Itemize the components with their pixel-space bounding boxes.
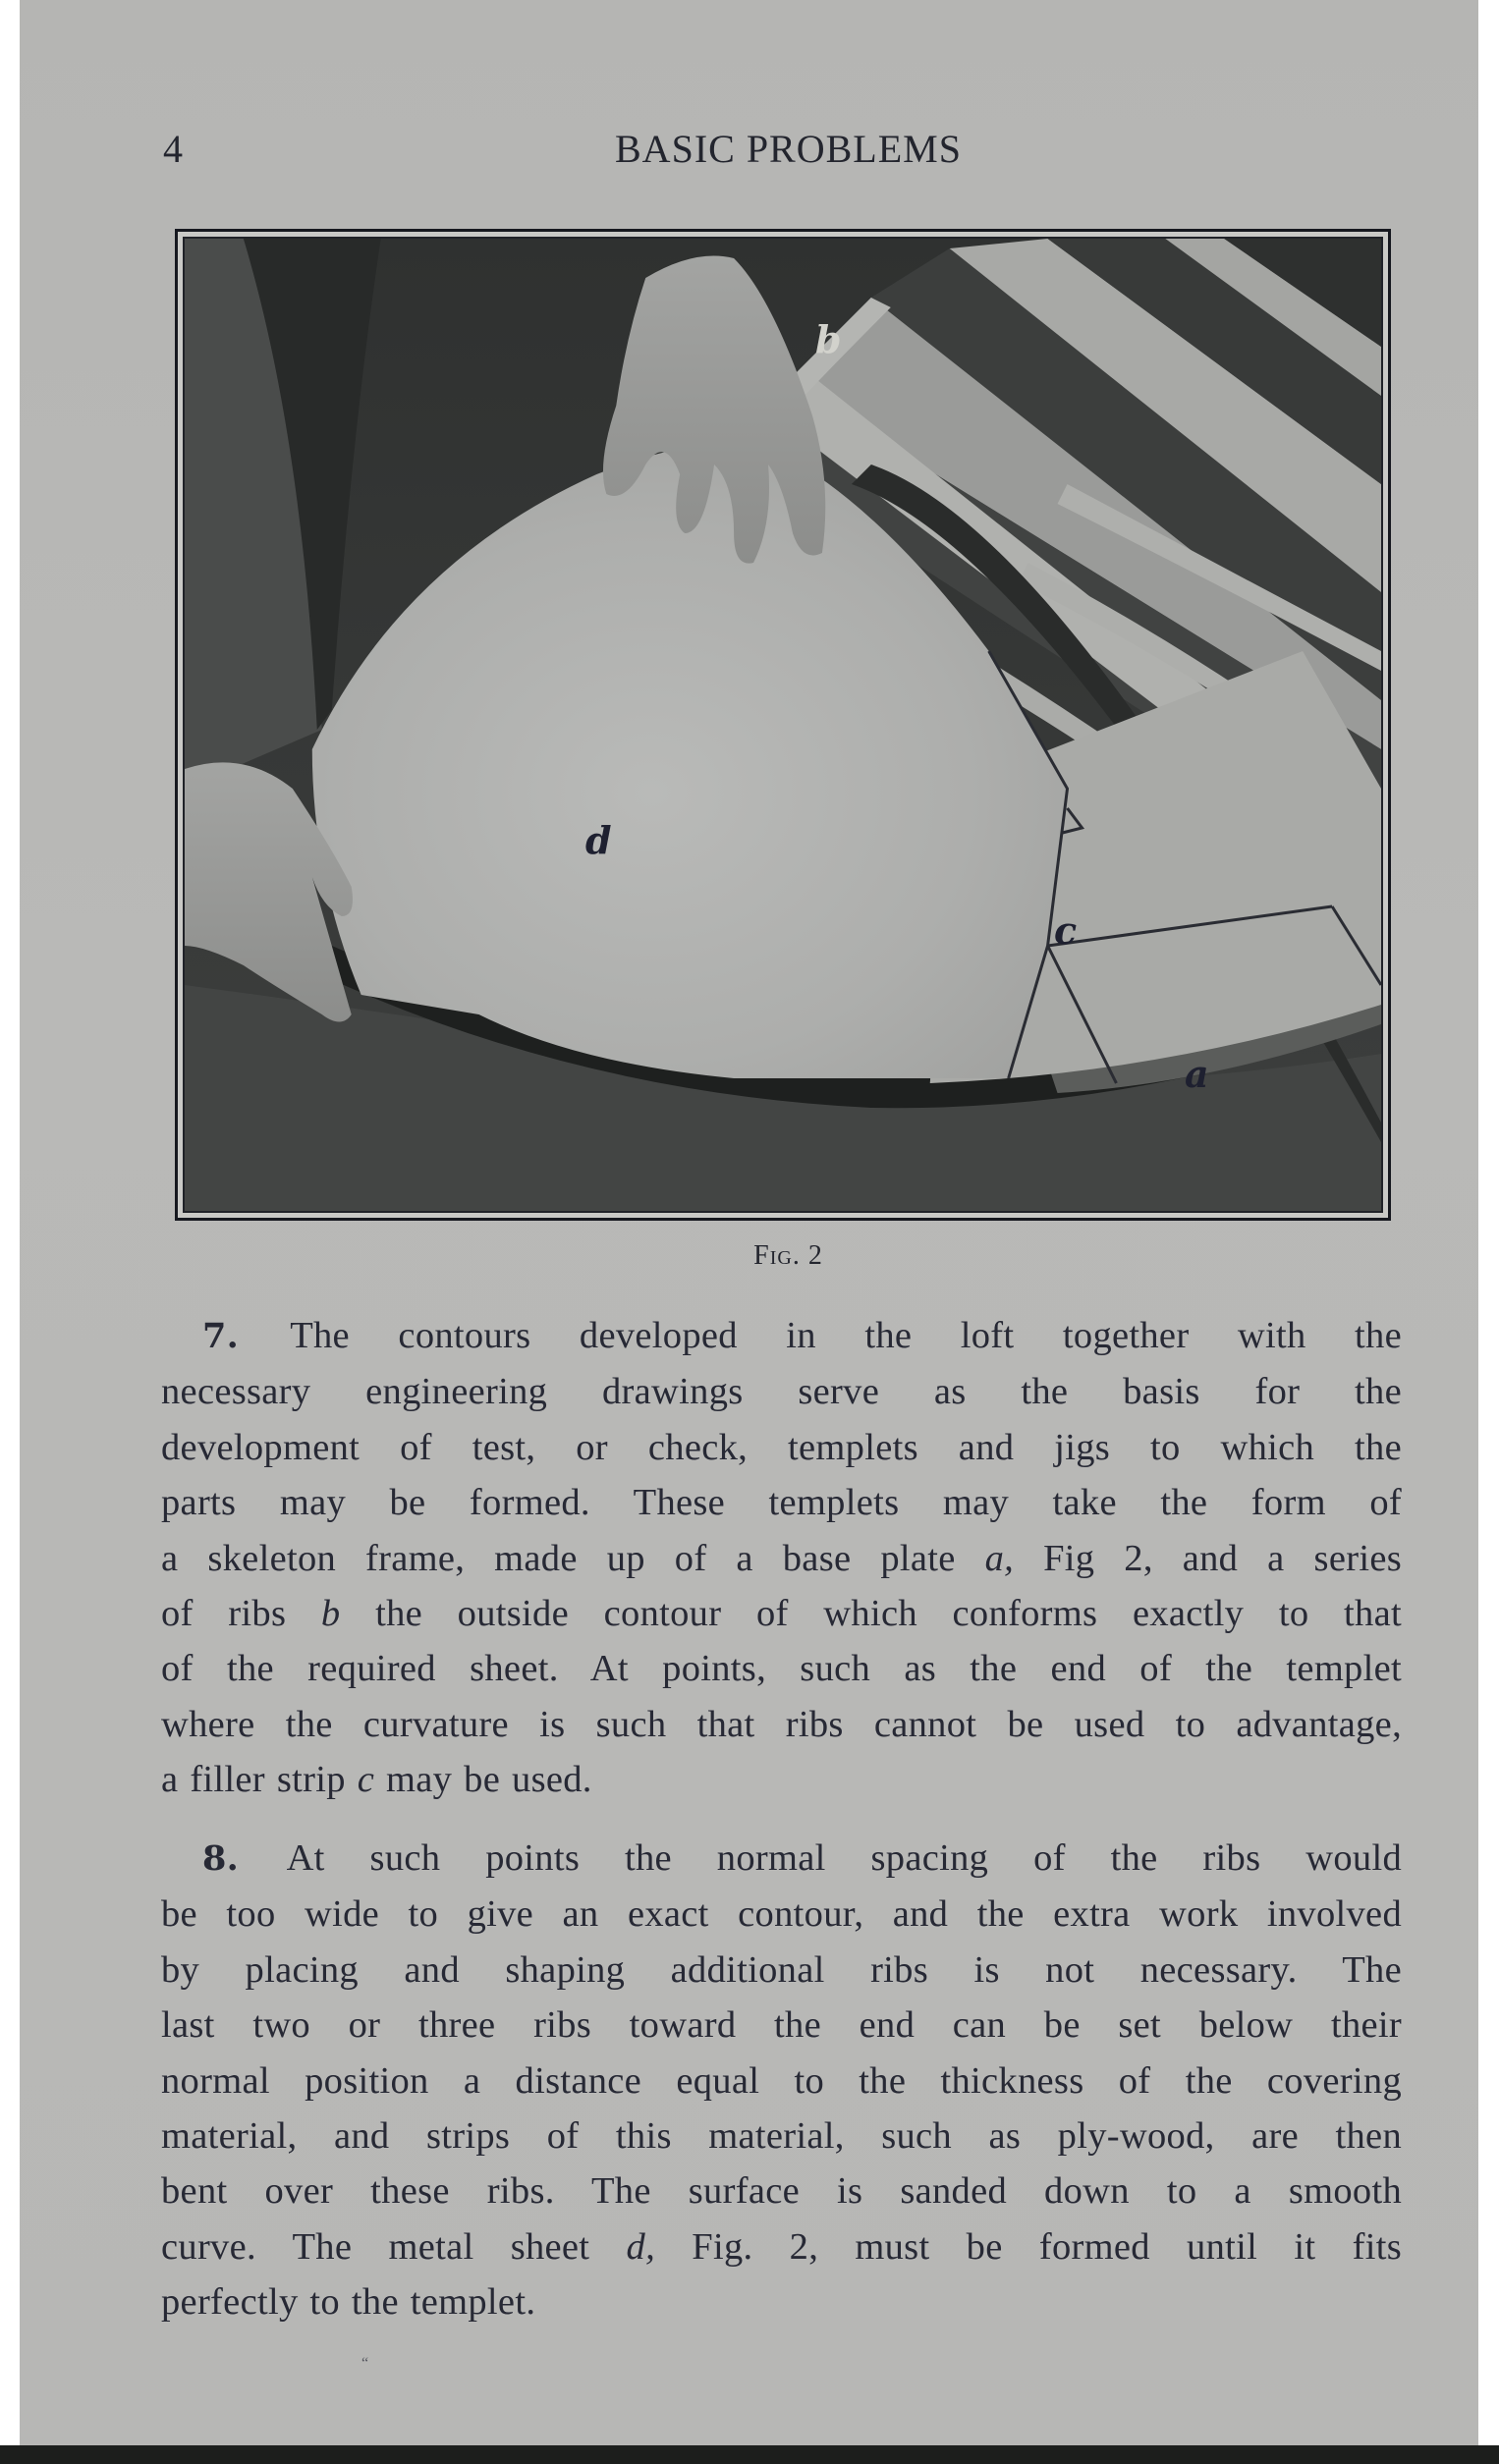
text-line: by placing and shaping additional ribs is not necessary. The: [161, 1948, 1402, 1991]
text-line: of ribs b the outside contour of which conforms exactly to that: [161, 1593, 1402, 1635]
figure-label-b: b: [815, 317, 842, 361]
figure-caption: Fig. 2: [753, 1240, 823, 1271]
paragraph-number: 8.: [202, 1838, 287, 1879]
paragraph-7-lines: [161, 1308, 1402, 1808]
figure-label-c: c: [1054, 908, 1078, 953]
text-line: bent over these ribs. The surface is sanded down to a smooth: [161, 2170, 1402, 2213]
text-line: be too wide to give an exact contour, and the extra work involved: [161, 1893, 1402, 1936]
running-head: BASIC PROBLEMS: [615, 127, 962, 171]
text-line: where the curvature is such that ribs cannot be used to advantage,: [161, 1703, 1402, 1745]
text-line: development of test, or check, templets and jigs to which the: [161, 1426, 1402, 1468]
page-number: 4: [163, 127, 183, 171]
text-line: curve. The metal sheet d, Fig. 2, must be formed until it fits: [161, 2225, 1402, 2268]
figure-reference-label: b: [320, 1593, 341, 1635]
stray-ink-mark: “: [361, 2355, 369, 2372]
text-line: 7. The contours developed in the loft together with the: [202, 1315, 1402, 1356]
text-line: of the required sheet. At points, such as the end of the templet: [161, 1648, 1402, 1690]
figure-reference-label: c: [357, 1759, 375, 1801]
text-line: parts may be formed. These templets may take the form of: [161, 1482, 1402, 1524]
figure-label-d: d: [585, 818, 612, 862]
figure-label-a: a: [1185, 1052, 1209, 1096]
figure-2-frame: [175, 229, 1391, 1221]
paragraph-8: [161, 1831, 1402, 2330]
paragraph-7: [161, 1308, 1402, 1808]
scan-bottom-edge: [0, 2445, 1499, 2464]
paragraph-number: 7.: [202, 1316, 291, 1356]
figure-2-photo: [183, 237, 1383, 1213]
text-line: a filler strip c may be used.: [161, 1759, 592, 1801]
text-line: a skeleton frame, made up of a base plate a, Fig 2, and a series: [161, 1537, 1402, 1579]
figure-reference-label: d,: [626, 2225, 656, 2268]
text-line: necessary engineering drawings serve as the basis for the: [161, 1371, 1402, 1413]
paragraph-8-lines: [161, 1831, 1402, 2330]
text-line: normal position a distance equal to the thickness of the covering: [161, 2059, 1402, 2102]
text-line: last two or three ribs toward the end can be set below their: [161, 2004, 1402, 2047]
text-line: material, and strips of this material, such as ply-wood, are then: [161, 2115, 1402, 2158]
text-line: perfectly to the templet.: [161, 2281, 536, 2324]
text-line: 8. At such points the normal spacing of the ribs would: [202, 1837, 1403, 1879]
figure-reference-label: a,: [984, 1537, 1015, 1579]
